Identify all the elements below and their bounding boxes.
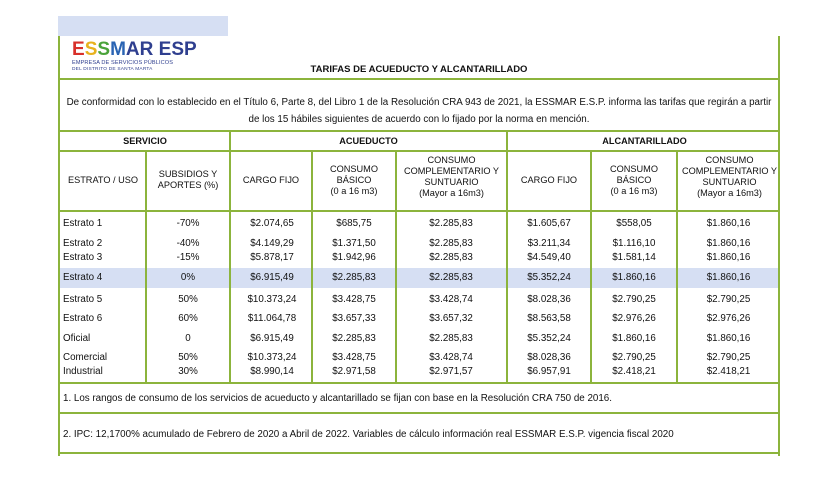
cell-estrato: Estrato 1 xyxy=(63,218,103,229)
divider xyxy=(60,382,778,384)
cell-al-basico: $1.860,16 xyxy=(612,272,656,283)
header-line: (Mayor a 16m3) xyxy=(697,188,762,198)
cell-estrato: Estrato 5 xyxy=(63,294,103,305)
cell-ac-cargo: $2.074,65 xyxy=(250,218,294,229)
header-line: SUNTUARIO xyxy=(702,177,757,187)
col-header-ac-consumo-comp xyxy=(396,146,507,208)
cell-ac-comp: $3.428,74 xyxy=(429,294,473,305)
logo-tagline-1: EMPRESA DE SERVICIOS PÚBLICOS xyxy=(72,60,174,66)
cell-subsidio: 0 xyxy=(185,333,191,344)
cell-ac-comp: $3.428,74 xyxy=(429,352,473,363)
group-header-acueducto: ACUEDUCTO xyxy=(339,135,398,146)
cell-al-comp: $1.860,16 xyxy=(706,272,751,283)
cell-estrato: Comercial xyxy=(63,352,108,363)
divider xyxy=(60,78,778,80)
col-header-ac-cargo-fijo: CARGO FIJO xyxy=(242,174,300,185)
header-line: BÁSICO xyxy=(336,174,372,185)
page-title: TARIFAS DE ACUEDUCTO Y ALCANTARILLADO xyxy=(310,64,528,75)
divider xyxy=(60,210,778,212)
tariff-document xyxy=(58,36,780,456)
divider xyxy=(60,412,778,414)
cell-al-comp: $2.976,26 xyxy=(706,313,751,324)
header-line: CONSUMO xyxy=(330,163,378,174)
cell-estrato: Estrato 4 xyxy=(63,272,103,283)
col-divider xyxy=(590,152,592,210)
intro-paragraph: De conformidad con lo establecido en el Título 6, Parte 8, del Libro 1 de la Resolución CRA 943 de 2021, la ESSMAR E.S.P. informa las tarifas que regirán a partir de los 15 hábiles siguientes de acuerdo con lo fijado por la norma en mención. xyxy=(66,97,772,125)
cell-subsidio: 60% xyxy=(178,313,198,324)
col-divider xyxy=(676,152,678,210)
cell-al-cargo: $4.549,40 xyxy=(527,252,571,263)
cell-al-cargo: $8.028,36 xyxy=(527,294,571,305)
logo-letter: S xyxy=(97,39,111,60)
logo-tagline-2: DEL DISTRITO DE SANTA MARTA xyxy=(72,67,153,72)
cell-ac-basico: $3.657,33 xyxy=(332,313,376,324)
cell-ac-cargo: $10.373,24 xyxy=(247,294,297,305)
col-divider xyxy=(590,212,592,382)
cell-ac-cargo: $4.149,29 xyxy=(250,238,294,249)
cell-ac-basico: $2.285,83 xyxy=(332,333,376,344)
cell-ac-comp: $2.971,57 xyxy=(429,366,473,377)
col-divider xyxy=(229,212,231,382)
cell-al-basico: $1.116,10 xyxy=(612,238,656,249)
cell-al-basico: $1.581,14 xyxy=(612,252,656,263)
cell-al-cargo: $5.352,24 xyxy=(527,333,571,344)
cell-al-comp: $2.790,25 xyxy=(706,294,751,305)
header-line: CONSUMO xyxy=(705,155,754,165)
cell-ac-basico: $3.428,75 xyxy=(332,294,376,305)
col-header-estrato: ESTRATO / USO xyxy=(67,174,139,185)
cell-al-cargo: $6.957,91 xyxy=(527,366,571,377)
cell-ac-basico: $2.971,58 xyxy=(332,366,376,377)
col-divider xyxy=(311,152,313,210)
cell-al-comp: $1.860,16 xyxy=(706,238,751,249)
cell-ac-comp: $2.285,83 xyxy=(429,333,473,344)
cell-al-basico: $2.976,26 xyxy=(612,313,656,324)
cell-estrato: Estrato 2 xyxy=(63,238,103,249)
cell-ac-basico: $1.371,50 xyxy=(332,238,376,249)
divider xyxy=(60,452,778,454)
col-header-ac-consumo-basico xyxy=(312,152,396,208)
cell-subsidio: -15% xyxy=(176,252,200,263)
header-line: (0 a 16 m3) xyxy=(330,185,378,196)
logo-letter: E xyxy=(72,39,85,60)
col-divider xyxy=(145,152,147,210)
cell-al-comp: $1.860,16 xyxy=(706,218,751,229)
header-line: COMPLEMENTARIO Y xyxy=(403,166,500,176)
cell-subsidio: 50% xyxy=(178,294,198,305)
logo-letter: P xyxy=(184,39,197,60)
cell-ac-cargo: $10.373,24 xyxy=(247,352,297,363)
cell-ac-cargo: $11.064,78 xyxy=(247,313,297,324)
cell-al-basico: $2.418,21 xyxy=(612,366,656,377)
logo-letter: M xyxy=(110,39,126,60)
cell-ac-comp: $2.285,83 xyxy=(429,252,473,263)
cell-ac-comp: $3.657,32 xyxy=(429,313,473,324)
cell-ac-cargo: $6.915,49 xyxy=(250,333,294,344)
col-header-al-consumo-comp xyxy=(677,146,782,208)
logo-letter: S xyxy=(171,39,185,60)
cell-estrato: Estrato 6 xyxy=(63,313,103,324)
top-highlight-bar xyxy=(58,16,228,36)
cell-estrato: Industrial xyxy=(63,366,103,377)
footnote-1: 1. Los rangos de consumo de los servicios de acueducto y alcantarillado se fijan con base en la Resolución CRA 750 de 2016. xyxy=(63,393,612,404)
header-line: APORTES (%) xyxy=(157,180,219,190)
col-header-al-consumo-basico xyxy=(591,152,677,208)
header-line: SUNTUARIO xyxy=(424,177,479,187)
col-divider xyxy=(506,212,508,382)
cell-ac-comp: $2.285,83 xyxy=(429,238,473,249)
cell-subsidio: -70% xyxy=(176,218,200,229)
cell-ac-basico: $3.428,75 xyxy=(332,352,376,363)
col-divider xyxy=(395,152,397,210)
cell-al-cargo: $3.211,34 xyxy=(527,238,571,249)
cell-al-cargo: $5.352,24 xyxy=(527,272,571,283)
col-divider xyxy=(145,212,147,382)
cell-al-cargo: $1.605,67 xyxy=(527,218,571,229)
cell-al-cargo: $8.563,58 xyxy=(527,313,571,324)
cell-al-cargo: $8.028,36 xyxy=(527,352,571,363)
col-header-al-cargo-fijo: CARGO FIJO xyxy=(520,174,578,185)
col-header-subsidios xyxy=(146,152,230,208)
cell-al-basico: $558,05 xyxy=(616,218,652,229)
logo-letter: R xyxy=(139,39,154,60)
logo-letter: E xyxy=(158,39,172,60)
col-divider xyxy=(229,132,231,210)
cell-subsidio: 30% xyxy=(178,366,198,377)
cell-ac-cargo: $8.990,14 xyxy=(250,366,294,377)
col-divider xyxy=(395,212,397,382)
header-line: (Mayor a 16m3) xyxy=(419,188,484,198)
header-line: COMPLEMENTARIO Y xyxy=(681,166,778,176)
cell-ac-basico: $2.285,83 xyxy=(332,272,376,283)
cell-estrato: Estrato 3 xyxy=(63,252,103,263)
logo-letter: S xyxy=(84,39,98,60)
logo-wordmark xyxy=(72,39,197,60)
footnote-2: 2. IPC: 12,1700% acumulado de Febrero de 2020 a Abril de 2022. Variables de cálculo información real ESSMAR E.S.P. vigencia fiscal 2020 xyxy=(63,429,674,440)
col-divider xyxy=(506,132,508,210)
cell-al-comp: $2.418,21 xyxy=(706,366,751,377)
cell-al-comp: $1.860,16 xyxy=(706,333,751,344)
group-header-servicio: SERVICIO xyxy=(123,135,167,146)
header-line: CONSUMO xyxy=(427,155,476,165)
cell-subsidio: 0% xyxy=(180,272,196,283)
header-line: CONSUMO xyxy=(610,163,658,174)
cell-al-comp: $1.860,16 xyxy=(706,252,751,263)
col-divider xyxy=(676,212,678,382)
group-header-alcantarillado: ALCANTARILLADO xyxy=(602,135,687,146)
cell-ac-cargo: $6.915,49 xyxy=(250,272,294,283)
cell-ac-comp: $2.285,83 xyxy=(429,218,473,229)
cell-estrato: Oficial xyxy=(63,333,91,344)
cell-ac-basico: $1.942,96 xyxy=(332,252,376,263)
col-divider xyxy=(311,212,313,382)
header-line: BÁSICO xyxy=(616,174,652,185)
logo-letter: A xyxy=(125,39,140,60)
header-line: SUBSIDIOS Y xyxy=(158,169,218,179)
cell-al-comp: $2.790,25 xyxy=(706,352,751,363)
cell-subsidio: 50% xyxy=(178,352,198,363)
cell-subsidio: -40% xyxy=(176,238,200,249)
cell-al-basico: $1.860,16 xyxy=(612,333,656,344)
cell-ac-cargo: $5.878,17 xyxy=(250,252,294,263)
cell-ac-basico: $685,75 xyxy=(336,218,372,229)
cell-ac-comp: $2.285,83 xyxy=(429,272,473,283)
header-line: (0 a 16 m3) xyxy=(610,185,658,196)
cell-al-basico: $2.790,25 xyxy=(612,352,656,363)
cell-al-basico: $2.790,25 xyxy=(612,294,656,305)
